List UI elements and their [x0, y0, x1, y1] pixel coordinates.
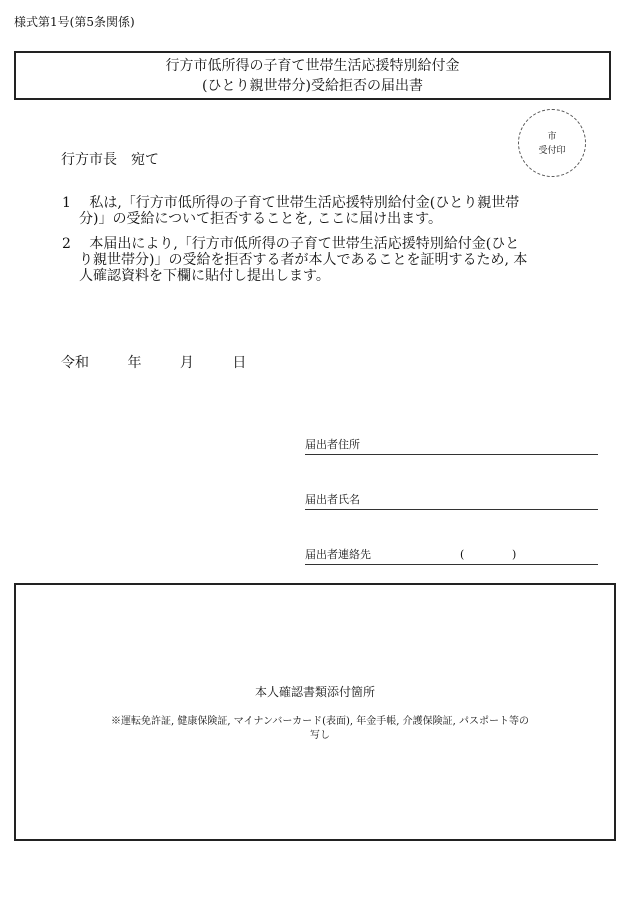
paragraph-2: 2 本届出により,「行方市低所得の子育て世帯生活応援特別給付金(ひと り親世帯分)」の受給を拒否する者が本人であることを証明するため, 本 人確認資料を下欄に貼付し提出します。	[62, 236, 528, 284]
contact-paren-close: )	[512, 548, 517, 561]
date-month[interactable]: 月	[179, 355, 194, 371]
stamp-city-label: 市	[547, 132, 557, 142]
name-label: 届出者氏名	[305, 493, 360, 506]
stamp-reception-label: 受付印	[538, 146, 566, 156]
contact-paren-open: (	[460, 548, 465, 561]
address-field[interactable]	[305, 437, 598, 455]
contact-field[interactable]	[305, 547, 598, 565]
id-section-note: ※運転免許証, 健康保険証, マイナンバーカード(表面), 年金手帳, 介護保険証, パスポート等の 写し	[111, 716, 529, 741]
date-line	[61, 352, 246, 372]
address-label: 届出者住所	[305, 438, 360, 451]
name-field[interactable]	[305, 492, 598, 510]
addressee: 行方市長 宛て	[61, 152, 159, 168]
reception-stamp-area	[518, 109, 586, 177]
form-number: 様式第1号(第5条関係)	[14, 15, 135, 29]
document-title-box	[14, 51, 611, 100]
date-year[interactable]: 年	[127, 355, 142, 371]
date-era: 令和	[61, 355, 89, 371]
contact-label: 届出者連絡先	[305, 548, 371, 561]
date-day[interactable]: 日	[232, 355, 247, 371]
document-title-line2: (ひとり親世帯分)受給拒否の届出書	[202, 78, 423, 94]
document-title-line1: 行方市低所得の子育て世帯生活応援特別給付金	[165, 58, 460, 74]
id-section-title: 本人確認書類添付箇所	[254, 685, 375, 699]
id-document-attachment-area[interactable]	[14, 583, 616, 841]
paragraph-1: 1 私は,「行方市低所得の子育て世帯生活応援特別給付金(ひとり親世帯 分)」の受給について拒否することを, ここに届け出ます。	[62, 195, 520, 227]
